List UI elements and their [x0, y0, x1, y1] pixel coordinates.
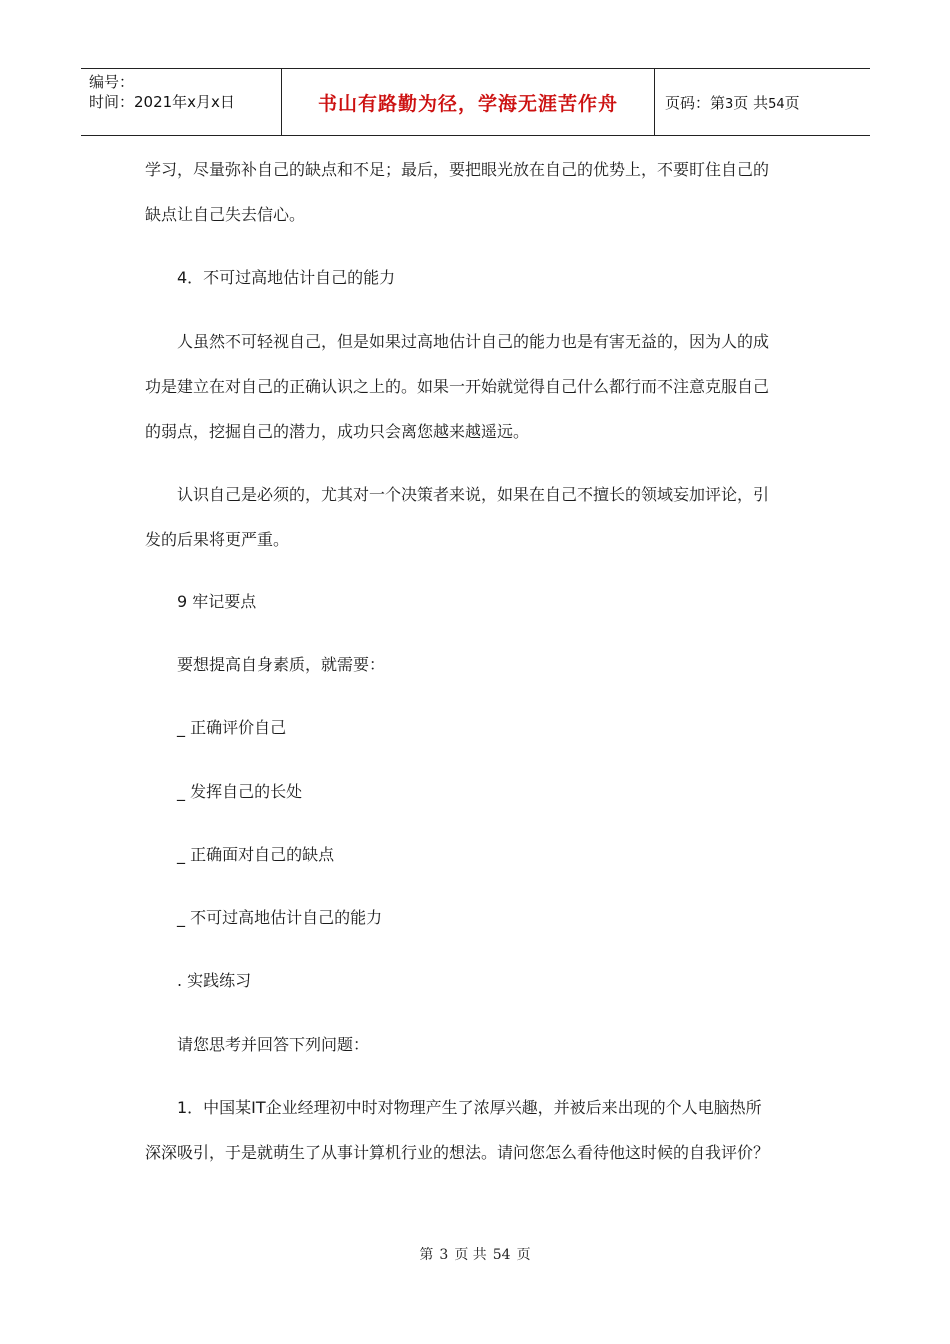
- footer-suffix: 页: [516, 1247, 531, 1263]
- page-footer: [0, 1244, 950, 1264]
- header-motto-cell: [282, 69, 655, 135]
- question-line: 深深吸引，于是就萌生了从事计算机行业的想法。请问您怎么看待他这时候的自我评价？: [145, 1143, 770, 1162]
- list-item: _ 正确面对自己的缺点: [177, 845, 335, 864]
- footer-current: 3: [439, 1247, 449, 1263]
- footer-total: 54: [492, 1247, 511, 1263]
- page-code-mid: 页 共: [733, 93, 769, 112]
- page-code-suffix: 页: [784, 93, 800, 112]
- header-page-code: [655, 69, 870, 135]
- header-number-label: 编号：: [89, 73, 135, 91]
- header-time-label: 时间：2021年x月x日: [89, 93, 235, 111]
- paragraph-line: 认识自己是必须的，尤其对一个决策者来说，如果在自己不擅长的领域妄加评论，引: [177, 485, 770, 504]
- keypoints-intro: 要想提高自身素质，就需要：: [177, 655, 386, 674]
- list-item: _ 不可过高地估计自己的能力: [177, 908, 383, 927]
- practice-title: . 实践练习: [177, 971, 252, 990]
- header-meta: [81, 69, 282, 135]
- page-code-total: 54: [768, 96, 785, 112]
- page-code-prefix: 页码：第: [665, 93, 726, 112]
- page-header: [81, 68, 870, 136]
- practice-intro: 请您思考并回答下列问题：: [177, 1035, 370, 1054]
- footer-prefix: 第: [419, 1247, 434, 1263]
- paragraph-line: 缺点让自己失去信心。: [145, 205, 306, 224]
- paragraph-line: 的弱点，挖掘自己的潜力，成功只会离您越来越遥远。: [145, 422, 530, 441]
- paragraph-line: 发的后果将更严重。: [145, 530, 290, 549]
- question-line: 1．中国某IT企业经理初中时对物理产生了浓厚兴趣，并被后来出现的个人电脑热所: [177, 1098, 762, 1117]
- section-heading: 4．不可过高地估计自己的能力: [177, 268, 396, 287]
- footer-mid: 页 共: [454, 1247, 487, 1263]
- paragraph-line: 功是建立在对自己的正确认识之上的。如果一开始就觉得自己什么都行而不注意克服自己: [145, 377, 770, 396]
- header-motto: 书山有路勤为径，学海无涯苦作舟: [317, 92, 618, 115]
- list-item: _ 正确评价自己: [177, 718, 287, 737]
- keypoints-title: 9 牢记要点: [177, 592, 257, 611]
- list-item: _ 发挥自己的长处: [177, 782, 303, 801]
- paragraph-line: 人虽然不可轻视自己，但是如果过高地估计自己的能力也是有害无益的，因为人的成: [177, 332, 770, 351]
- paragraph-line: 学习，尽量弥补自己的缺点和不足；最后，要把眼光放在自己的优势上，不要盯住自己的: [145, 160, 770, 179]
- page-code-current: 3: [725, 96, 734, 112]
